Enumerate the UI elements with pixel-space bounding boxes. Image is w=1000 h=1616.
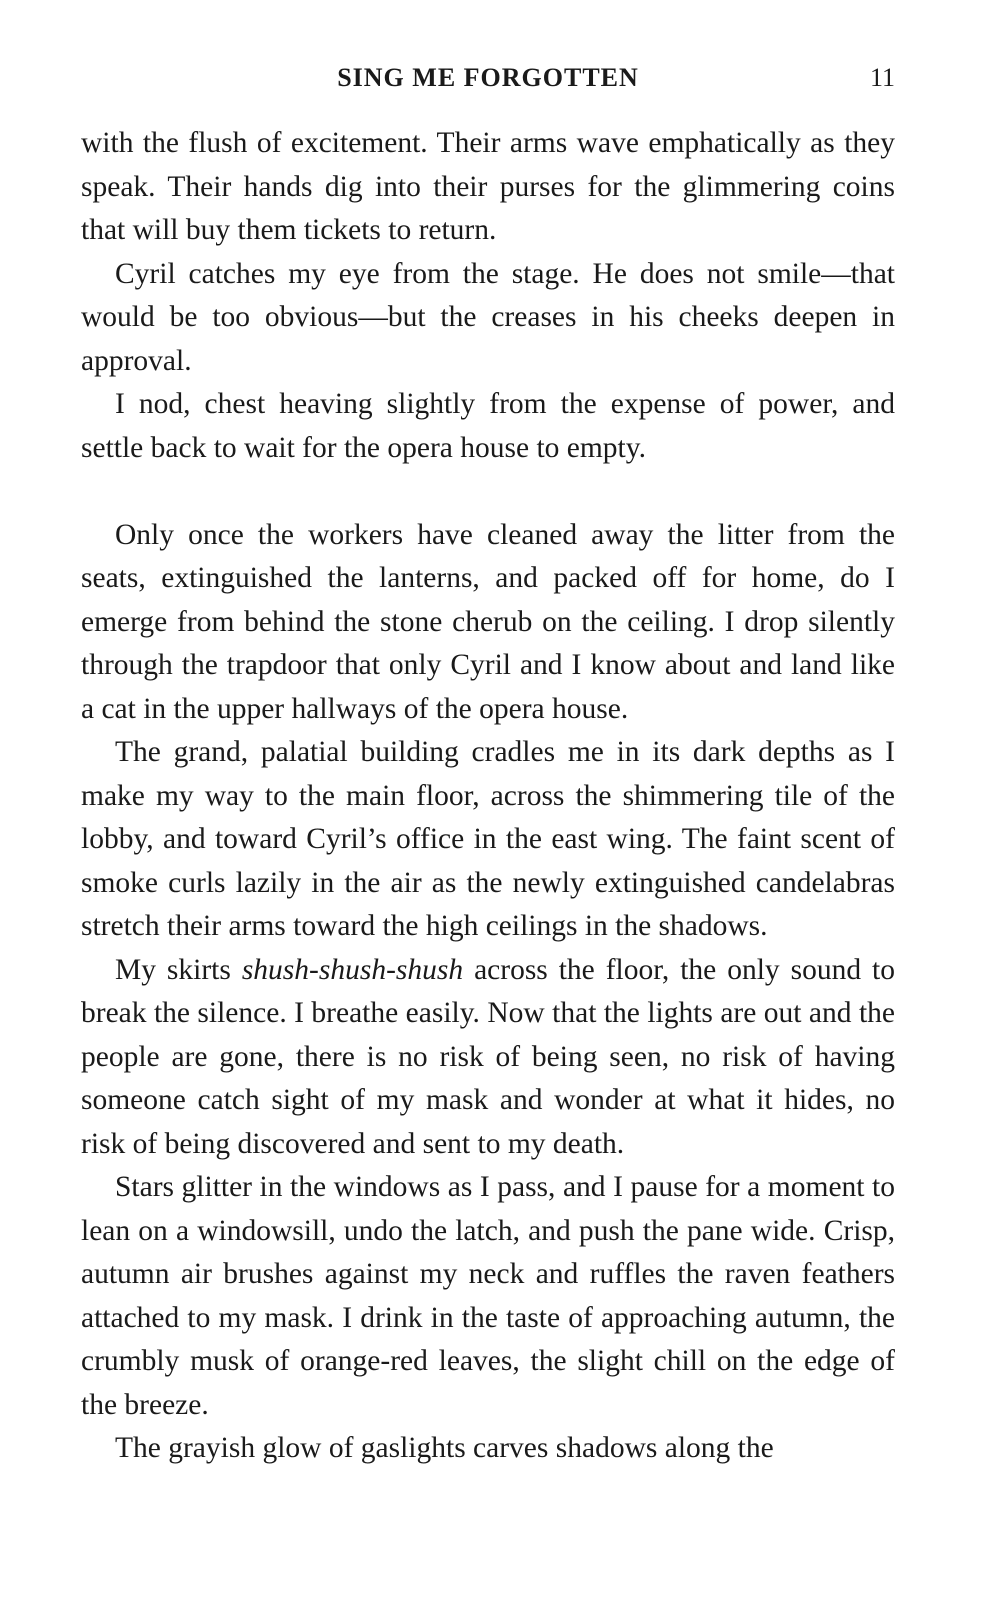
book-page: [81, 58, 895, 1471]
paragraph: Cyril catches my eye from the stage. He does not smile—that would be too obvious—but the creases in his cheeks deepen in approval.: [81, 257, 895, 377]
section-break: [81, 470, 895, 514]
paragraph-text: across the floor, the only sound to break the silence. I breathe easily. Now that the lights are out and the people are gone, there is no risk of being seen, no risk of having someone catch sight of my mask and wonder at what it hides, no risk of being discovered and sent to my death.: [81, 953, 895, 1160]
paragraph: The grayish glow of gaslights carves shadows along the: [115, 1432, 774, 1464]
paragraph: with the flush of excitement. Their arms wave emphatically as they speak. Their hands dig into their purses for the glimmering coins that will buy them tickets to return.: [81, 127, 895, 246]
paragraph: I nod, chest heaving slightly from the expense of power, and settle back to wait for the opera house to empty.: [81, 388, 895, 464]
italic-onomatopoeia: shush-shush-shush: [241, 953, 464, 986]
paragraph: Only once the workers have cleaned away the litter from the seats, extinguished the lanterns, and packed off for home, do I emerge from behind the stone cherub on the ceiling. I drop silently through the trapdoor that only Cyril and I know about and land like a cat in the upper hallways of the opera house.: [81, 518, 895, 725]
paragraph: The grand, palatial building cradles me in its dark depths as I make my way to the main floor, across the shimmering tile of the lobby, and toward Cyril’s office in the east wing. The faint scent of smoke curls lazily in the air as the newly extinguished candelabras stretch their arms toward the high ceilings in the shadows.: [81, 736, 895, 942]
book-title: SING ME FORGOTTEN: [337, 63, 639, 92]
body-text: [81, 122, 895, 1471]
running-head: [81, 58, 895, 98]
paragraph-text: My skirts: [115, 953, 242, 986]
paragraph: Stars glitter in the windows as I pass, and I pause for a moment to lean on a windowsill, undo the latch, and push the pane wide. Crisp, autumn air brushes against my neck and ruffles the raven feathers attached to my mask. I drink in the taste of approaching autumn, the crumbly musk of orange-red leaves, the slight chill on the edge of the breeze.: [81, 1171, 895, 1421]
paragraph: [81, 949, 895, 1167]
page-number: 11: [869, 63, 895, 92]
